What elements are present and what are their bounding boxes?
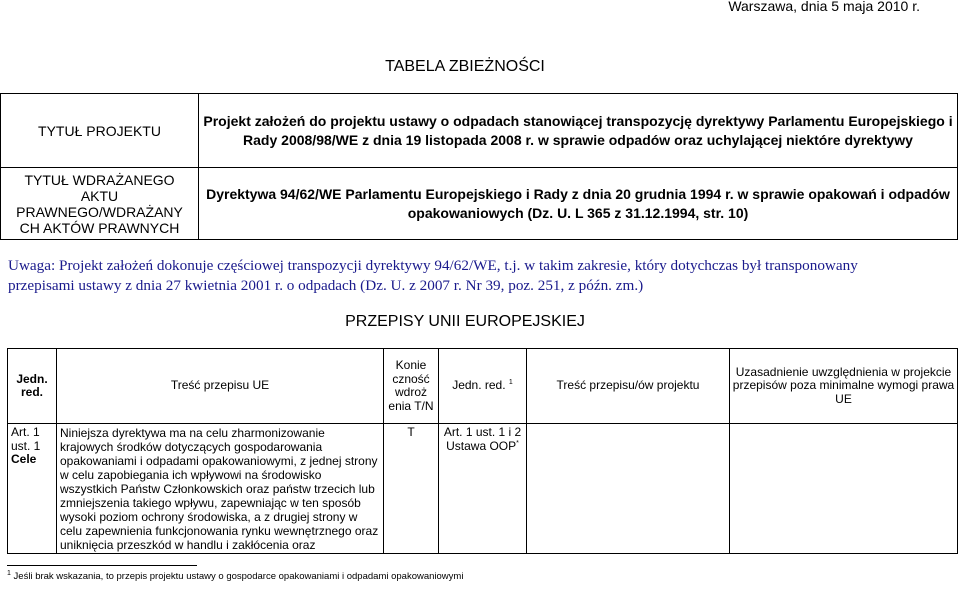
place-date: Warszawa, dnia 5 maja 2010 r. (728, 0, 920, 14)
correlation-table (7, 348, 958, 554)
header-unit-red (439, 349, 527, 424)
header-project-text: Treść przepisu/ów projektu (527, 349, 730, 424)
footnote (7, 571, 463, 582)
project-title-label: TYTUŁ PROJEKTU (1, 94, 199, 168)
row-unit-red (439, 424, 527, 554)
header-unit-red-text: Jedn. red. (452, 378, 506, 393)
table-row (8, 424, 958, 554)
header-eu-text: Treść przepisu UE (57, 349, 384, 424)
row-unit-text: Art. 1 ust. 1 (11, 425, 41, 453)
row-justification (730, 424, 958, 554)
implemented-acts-label: TYTUŁ WDRAŻANEGO AKTU PRAWNEGO/WDRAŻANY CH AKTÓW PRAWNYCH (1, 168, 199, 240)
row-unit-name: Cele (11, 452, 37, 466)
table-header-row (8, 349, 958, 424)
row-eu-text: Niniejsza dyrektywa ma na celu zharmonizowanie krajowych środków dotyczących gospodarowania opakowaniami i odpadami opakowaniowymi, z jednej strony w celu zapobiegania ich wpływowi na środowisko wszystkich Państw Członkowskich oraz państw trzecich lub zmniejszenia takiego wpływu, zapewniając w ten sposób wysoki poziom ochrony środowiska, a z drugiej strony w celu zapewnienia funkcjonowania rynku wewnętrznego oraz uniknięcia przeszkód w handlu i zakłócenia oraz (57, 424, 384, 554)
header-unit: Jedn. red. (8, 349, 57, 424)
row-unit (8, 424, 57, 554)
footnote-separator (7, 565, 197, 566)
row-unit-red-sup: * (516, 439, 519, 447)
footnote-marker: 1 (7, 569, 11, 577)
project-info-table (0, 93, 958, 240)
row-unit-red-text: Art. 1 ust. 1 i 2 Ustawa OOP (443, 425, 522, 453)
document-title: TABELA ZBIEŻNOŚCI (385, 58, 545, 75)
footnote-text: Jeśli brak wskazania, to przepis projektu ustawy o gospodarce opakowaniami i odpadami opakowaniowymi (13, 571, 464, 582)
row-necessity: T (384, 424, 439, 554)
header-footnote-ref: 1 (508, 379, 513, 387)
implemented-acts-value: Dyrektywa 94/62/WE Parlamentu Europejskiego i Rady z dnia 20 grudnia 1994 r. w sprawie opakowań i odpadów opakowaniowych (Dz. U. L 365 z 31.12.1994, str. 10) (199, 168, 958, 240)
header-justification: Uzasadnienie uwzględnienia w projekcie przepisów poza minimalne wymogi prawa UE (730, 349, 958, 424)
header-necessity: Konie czność wdroż enia T/N (384, 349, 439, 424)
note-paragraph: Uwaga: Projekt założeń dokonuje częściowej transpozycji dyrektywy 94/62/WE, t.j. w takim zakresie, który dotychczas był transponowany przepisami ustawy z dnia 27 kwietnia 2001 r. o odpadach (Dz. U. z 2007 r. Nr 39, poz. 251, z późn. zm.) (8, 257, 858, 294)
row-project-text (527, 424, 730, 554)
project-title-value: Projekt założeń do projektu ustawy o odpadach stanowiącej transpozycję dyrektywy Parlamentu Europejskiego i Rady 2008/98/WE z dnia 19 listopada 2008 r. w sprawie odpadów oraz uchylającej niektóre dyrektywy (199, 94, 958, 168)
section-title: PRZEPISY UNII EUROPEJSKIEJ (345, 313, 585, 330)
